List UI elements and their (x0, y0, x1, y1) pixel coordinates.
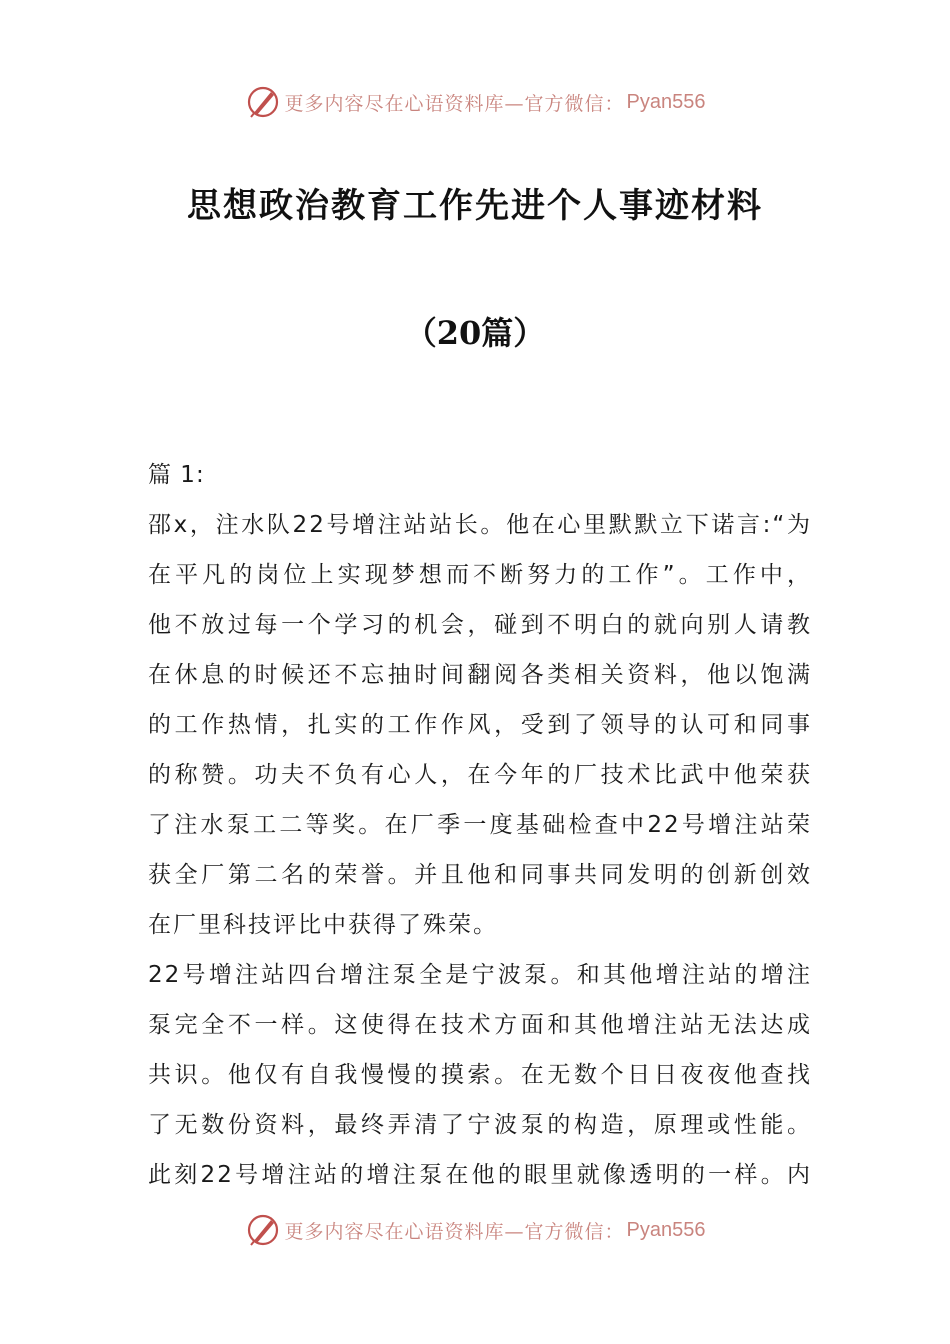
banner-wechat-id: Pyan556 (626, 1218, 706, 1241)
body-line: 的称赞。功夫不负有心人，在今年的厂技术比武中他荣获 (148, 762, 812, 788)
header-banner (0, 82, 950, 122)
body-line: 获全厂第二名的荣誉。并且他和同事共同发明的创新创效 (148, 862, 812, 888)
document-body (148, 450, 812, 1200)
body-line: 邵x，注水队22号增注站站长。他在心里默默立下诺言:“为 (148, 512, 812, 538)
body-line: 泵完全不一样。这使得在技术方面和其他增注站无法达成 (148, 1012, 812, 1038)
banner-wechat-id: Pyan556 (626, 90, 706, 113)
body-line: 了注水泵工二等奖。在厂季一度基础检查中22号增注站荣 (148, 812, 812, 838)
body-line: 他不放过每一个学习的机会，碰到不明白的就向别人请教 (148, 612, 812, 638)
quill-logo-icon (245, 1212, 281, 1248)
body-line: 在休息的时候还不忘抽时间翻阅各类相关资料，他以饱满 (148, 662, 812, 688)
body-line: 共识。他仅有自我慢慢的摸索。在无数个日日夜夜他查找 (148, 1062, 812, 1088)
body-line: 22号增注站四台增注泵全是宁波泵。和其他增注站的增注 (148, 962, 812, 988)
section-label: 篇 1: (148, 462, 205, 488)
body-line: 了无数份资料，最终弄清了宁波泵的构造，原理或性能。 (148, 1112, 812, 1138)
body-line: 在平凡的岗位上实现梦想而不断努力的工作”。工作中， (148, 562, 812, 588)
body-line: 在厂里科技评比中获得了殊荣。 (148, 912, 498, 938)
document-subtitle: （20篇） (404, 314, 546, 352)
body-line: 此刻22号增注站的增注泵在他的眼里就像透明的一样。内 (148, 1162, 812, 1188)
banner-text: 更多内容尽在心语资料库—官方微信： (284, 1220, 625, 1243)
footer-banner (0, 1210, 950, 1250)
document-title: 思想政治教育工作先进个人事迹材料 (187, 186, 763, 226)
banner-text: 更多内容尽在心语资料库—官方微信： (284, 92, 625, 115)
quill-logo-icon (245, 84, 281, 120)
body-line: 的工作热情，扎实的工作作风，受到了领导的认可和同事 (148, 712, 812, 738)
